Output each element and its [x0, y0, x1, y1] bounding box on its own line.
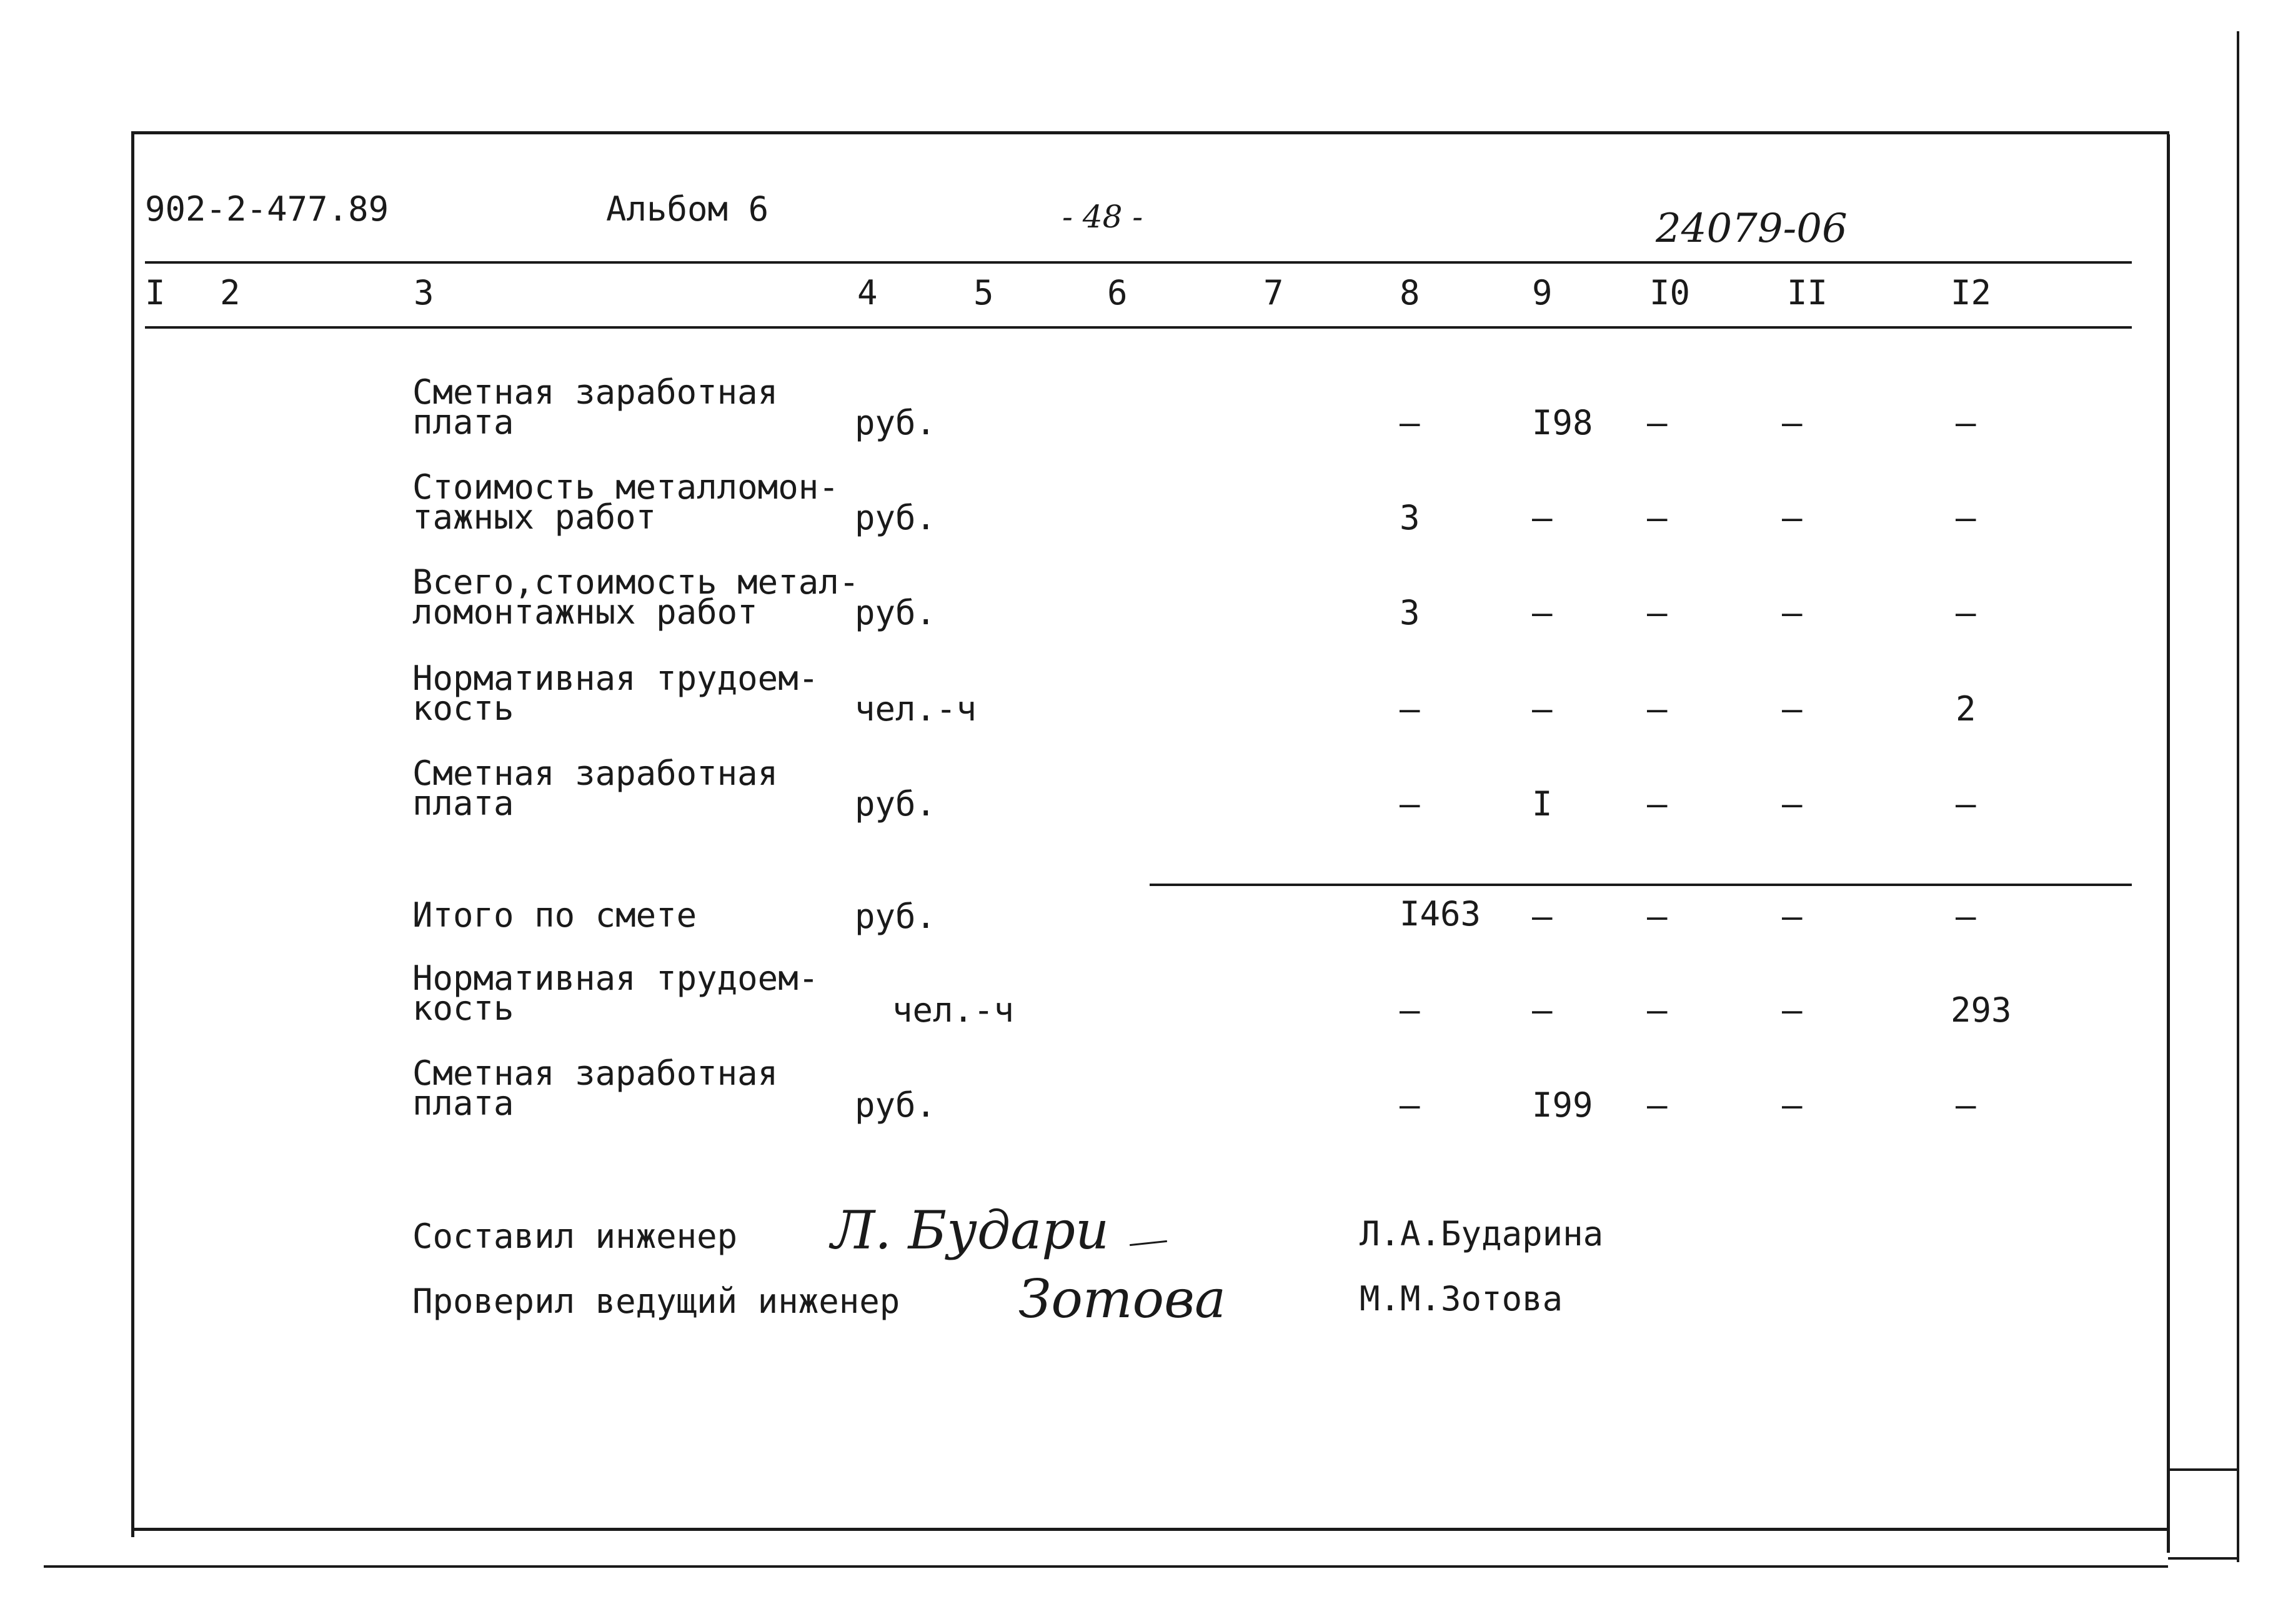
col-header-2: 2 [220, 273, 241, 312]
table-cell-c8: – [1400, 784, 1420, 824]
frame-bottom [132, 1528, 2169, 1531]
header-rule [145, 261, 2132, 264]
table-cell-c10: – [1647, 403, 1668, 442]
table-cell-c10: – [1647, 784, 1668, 824]
totals-cell-c12: – [1956, 897, 1976, 936]
table-cell-c12: – [1956, 593, 1976, 632]
totals-cell-c9: – [1532, 990, 1553, 1030]
totals-cell-c9: – [1532, 897, 1553, 936]
table-cell-c12: 2 [1956, 689, 1976, 729]
checked-by-label: Проверил ведущий инженер [412, 1282, 900, 1321]
col-header-1: I [145, 273, 166, 312]
table-row-unit: руб. [855, 784, 937, 824]
totals-cell-c10: – [1647, 1085, 1668, 1125]
totals-cell-c11: – [1782, 990, 1803, 1030]
totals-cell-c12: 293 [1951, 990, 2012, 1030]
col-header-8: 8 [1400, 273, 1420, 312]
table-cell-c8: – [1400, 689, 1420, 729]
table-cell-c12: – [1956, 784, 1976, 824]
totals-cell-c8: I463 [1400, 894, 1481, 934]
table-row-label: Сметная заработная плата [412, 754, 778, 823]
table-row-unit: руб. [855, 403, 937, 442]
table-cell-c11: – [1782, 784, 1803, 824]
frame-top [132, 131, 2169, 134]
table-row-unit: чел.-ч [855, 689, 977, 729]
table-row-label: Всего,стоимость метал- ломонтажных работ [412, 562, 860, 632]
totals-cell-c8: – [1400, 990, 1420, 1030]
table-cell-c10: – [1647, 593, 1668, 632]
table-cell-c9: I [1532, 784, 1553, 824]
stamp-box-top [2168, 1468, 2238, 1471]
totals-cell-c12: – [1956, 1085, 1976, 1125]
totals-row-unit: руб. [855, 1085, 937, 1125]
table-cell-c12: – [1956, 403, 1976, 442]
col-header-10: I0 [1649, 273, 1691, 312]
table-cell-c8: 3 [1400, 498, 1420, 537]
totals-row-label: Сметная заработная плата [412, 1054, 778, 1123]
col-header-11: II [1787, 273, 1828, 312]
table-row-label: Стоимость металломон- тажных работ [412, 467, 839, 537]
col-header-4: 4 [857, 273, 878, 312]
stamp-box-bottom [2168, 1557, 2238, 1560]
totals-row-label: Нормативная трудоем- кость [412, 959, 819, 1028]
document-code: 902-2-477.89 [145, 189, 389, 229]
composed-by-name: Л.А.Бударина [1360, 1214, 1604, 1253]
totals-cell-c8: – [1400, 1085, 1420, 1125]
album-label: Альбом 6 [606, 189, 769, 229]
totals-cell-c10: – [1647, 897, 1668, 936]
table-row-label: Нормативная трудоем- кость [412, 659, 819, 728]
checked-by-name: М.М.Зотова [1360, 1279, 1563, 1318]
composed-by-label: Составил инженер [412, 1217, 738, 1256]
checked-by-signature: Зотова [1018, 1268, 1226, 1330]
table-cell-c11: – [1782, 403, 1803, 442]
table-cell-c10: – [1647, 689, 1668, 729]
totals-cell-c9: I99 [1532, 1085, 1593, 1125]
totals-cell-c10: – [1647, 990, 1668, 1030]
col-header-9: 9 [1532, 273, 1553, 312]
frame-right [2167, 134, 2170, 1553]
table-cell-c9: I98 [1532, 403, 1593, 442]
table-cell-c12: – [1956, 498, 1976, 537]
col-header-3: 3 [414, 273, 434, 312]
col-header-12: I2 [1951, 273, 1992, 312]
table-cell-c11: – [1782, 689, 1803, 729]
totals-row-unit: руб. [855, 897, 937, 936]
outer-right-edge [2237, 31, 2239, 1562]
totals-row-label: Итого по смете [412, 895, 697, 935]
totals-cell-c11: – [1782, 1085, 1803, 1125]
table-row-unit: руб. [855, 498, 937, 537]
table-cell-c9: – [1532, 498, 1553, 537]
col-header-7: 7 [1263, 273, 1284, 312]
table-cell-c9: – [1532, 689, 1553, 729]
table-row-label: Сметная заработная плата [412, 372, 778, 442]
page-bottom-rule [44, 1565, 2168, 1568]
table-cell-c11: – [1782, 498, 1803, 537]
totals-cell-c11: – [1782, 897, 1803, 936]
totals-rule [1150, 884, 2132, 886]
column-header-rule [145, 326, 2132, 329]
table-cell-c8: – [1400, 403, 1420, 442]
signature-dash [1130, 1240, 1167, 1246]
document-number: 24079-06 [1656, 206, 1848, 252]
composed-by-signature: Л. Будари [831, 1200, 1110, 1261]
table-cell-c10: – [1647, 498, 1668, 537]
col-header-6: 6 [1107, 273, 1128, 312]
table-cell-c11: – [1782, 593, 1803, 632]
table-cell-c9: – [1532, 593, 1553, 632]
table-cell-c8: 3 [1400, 593, 1420, 632]
table-row-unit: руб. [855, 593, 937, 632]
page-number: - 48 - [1062, 199, 1143, 235]
totals-row-unit: чел.-ч [892, 990, 1015, 1030]
col-header-5: 5 [973, 273, 994, 312]
frame-left [131, 131, 134, 1537]
